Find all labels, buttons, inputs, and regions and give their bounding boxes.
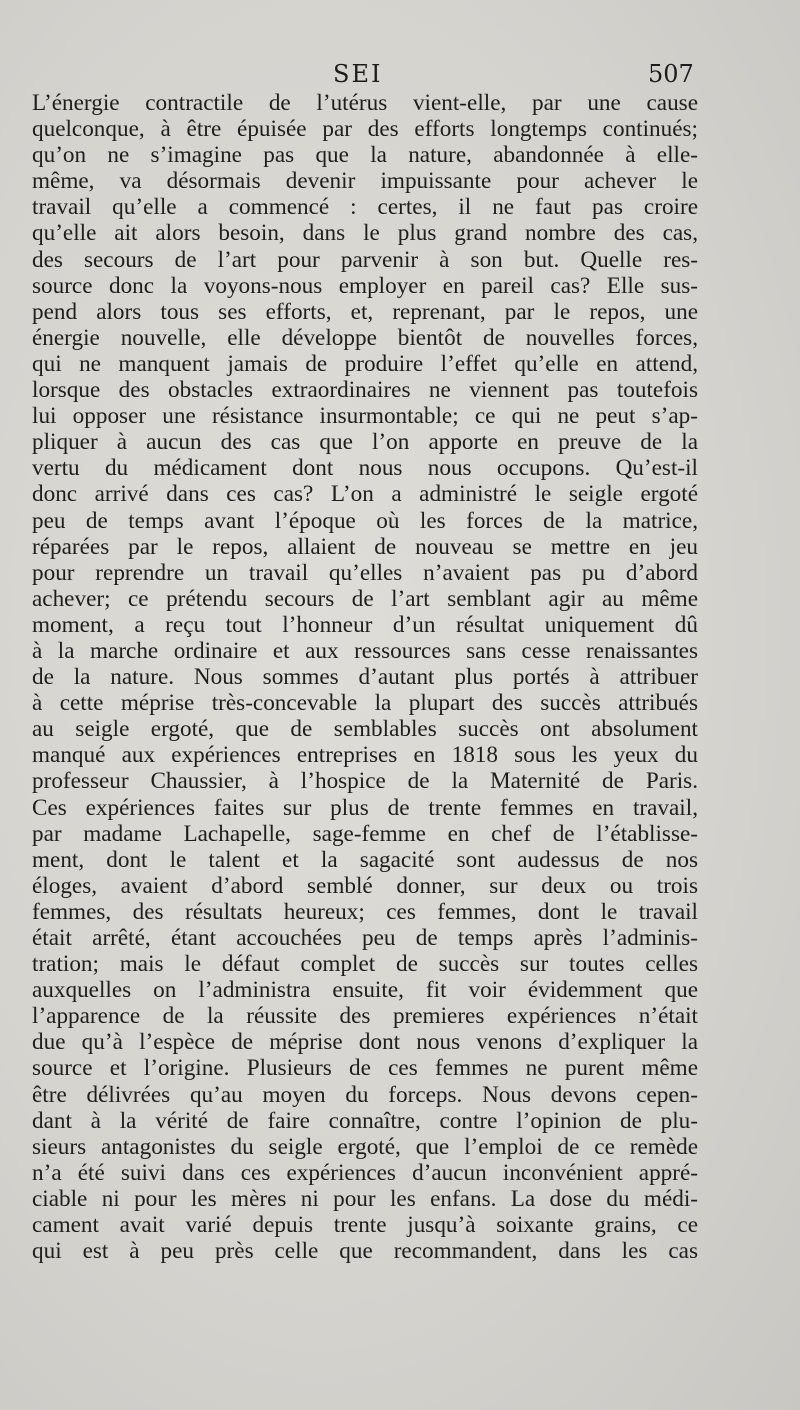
text-line: source donc la voyons-nous employer en pareil cas? Elle sus- bbox=[32, 272, 698, 299]
text-line: pliquer à aucun des cas que l’on apporte en preuve de la bbox=[32, 429, 698, 456]
text-line: n’a été suivi dans ces expériences d’aucun inconvénient appré- bbox=[32, 1159, 698, 1186]
text-line: source et l’origine. Plusieurs de ces femmes ne purent même bbox=[32, 1055, 698, 1082]
text-line: à la marche ordinaire et aux ressources sans cesse renaissantes bbox=[32, 637, 698, 664]
text-line: qu’on ne s’imagine pas que la nature, abandonnée à elle- bbox=[32, 142, 698, 169]
text-line: qui est à peu près celle que recommandent, dans les cas bbox=[32, 1238, 698, 1265]
text-line: pend alors tous ses efforts, et, reprenant, par le repos, une bbox=[32, 298, 698, 325]
text-line: au seigle ergoté, que de semblables succès ont absolument bbox=[32, 716, 698, 743]
text-line: être délivrées qu’au moyen du forceps. Nous devons cepen- bbox=[32, 1081, 698, 1108]
text-line: lorsque des obstacles extraordinaires ne viennent pas toutefois bbox=[32, 377, 698, 404]
text-line: quelconque, à être épuisée par des efforts longtemps continués; bbox=[32, 116, 698, 143]
text-line: ment, dont le talent et la sagacité sont audessus de nos bbox=[32, 846, 698, 873]
text-line: ciable ni pour les mères ni pour les enfans. La dose du médi- bbox=[32, 1185, 698, 1212]
running-head: SEI bbox=[333, 60, 383, 88]
text-line: à cette méprise très-concevable la plupart des succès attribués bbox=[32, 690, 698, 717]
text-line: qu’elle ait alors besoin, dans le plus grand nombre des cas, bbox=[32, 220, 698, 247]
text-line: donc arrivé dans ces cas? L’on a administré le seigle ergoté bbox=[32, 481, 698, 508]
text-line: des secours de l’art pour parvenir à son but. Quelle res- bbox=[32, 246, 698, 273]
page-header bbox=[0, 58, 800, 92]
text-line: Ces expériences faites sur plus de trente femmes en travail, bbox=[32, 794, 698, 821]
text-line: réparées par le repos, allaient de nouveau se mettre en jeu bbox=[32, 533, 698, 560]
text-line: auxquelles on l’administra ensuite, fit voir évidemment que bbox=[32, 977, 698, 1004]
text-line: achever; ce prétendu secours de l’art semblant agir au même bbox=[32, 585, 698, 612]
text-line: vertu du médicament dont nous nous occupons. Qu’est-il bbox=[32, 455, 698, 482]
page-number: 507 bbox=[648, 60, 694, 88]
text-line: de la nature. Nous sommes d’autant plus portés à attribuer bbox=[32, 664, 698, 691]
text-line: manqué aux expériences entreprises en 1818 sous les yeux du bbox=[32, 742, 698, 769]
text-line: qui ne manquent jamais de produire l’effet qu’elle en attend, bbox=[32, 350, 698, 377]
text-line: l’apparence de la réussite des premieres expériences n’était bbox=[32, 1003, 698, 1030]
text-line: était arrêté, étant accouchées peu de temps après l’adminis- bbox=[32, 925, 698, 951]
text-line: professeur Chaussier, à l’hospice de la Maternité de Paris. bbox=[32, 768, 698, 795]
text-line: cament avait varié depuis trente jusqu’à soixante grains, ce bbox=[32, 1212, 698, 1239]
text-line: travail qu’elle a commencé : certes, il ne faut pas croire bbox=[32, 194, 698, 221]
text-line: éloges, avaient d’abord semblé donner, sur deux ou trois bbox=[32, 872, 698, 899]
text-line: pour reprendre un travail qu’elles n’avaient pas pu d’abord bbox=[32, 559, 698, 586]
text-line: tration; mais le défaut complet de succès sur toutes celles bbox=[32, 951, 698, 978]
text-line: lui opposer une résistance insurmontable; ce qui ne peut s’ap- bbox=[32, 403, 698, 430]
text-line: énergie nouvelle, elle développe bientôt de nouvelles forces, bbox=[32, 324, 698, 351]
text-line: femmes, des résultats heureux; ces femmes, dont le travail bbox=[32, 898, 698, 925]
body-text bbox=[32, 90, 698, 1264]
text-line: par madame Lachapelle, sage-femme en chef de l’établisse- bbox=[32, 820, 698, 847]
text-line: sieurs antagonistes du seigle ergoté, que l’emploi de ce remède bbox=[32, 1133, 698, 1160]
text-line: due qu’à l’espèce de méprise dont nous venons d’expliquer la bbox=[32, 1029, 698, 1056]
text-line: peu de temps avant l’époque où les forces de la matrice, bbox=[32, 507, 698, 534]
text-line: même, va désormais devenir impuissante pour achever le bbox=[32, 168, 698, 195]
text-line: L’énergie contractile de l’utérus vient-elle, par une cause bbox=[32, 90, 698, 116]
text-line: moment, a reçu tout l’honneur d’un résultat uniquement dû bbox=[32, 611, 698, 638]
text-line: dant à la vérité de faire connaître, contre l’opinion de plu- bbox=[32, 1107, 698, 1134]
